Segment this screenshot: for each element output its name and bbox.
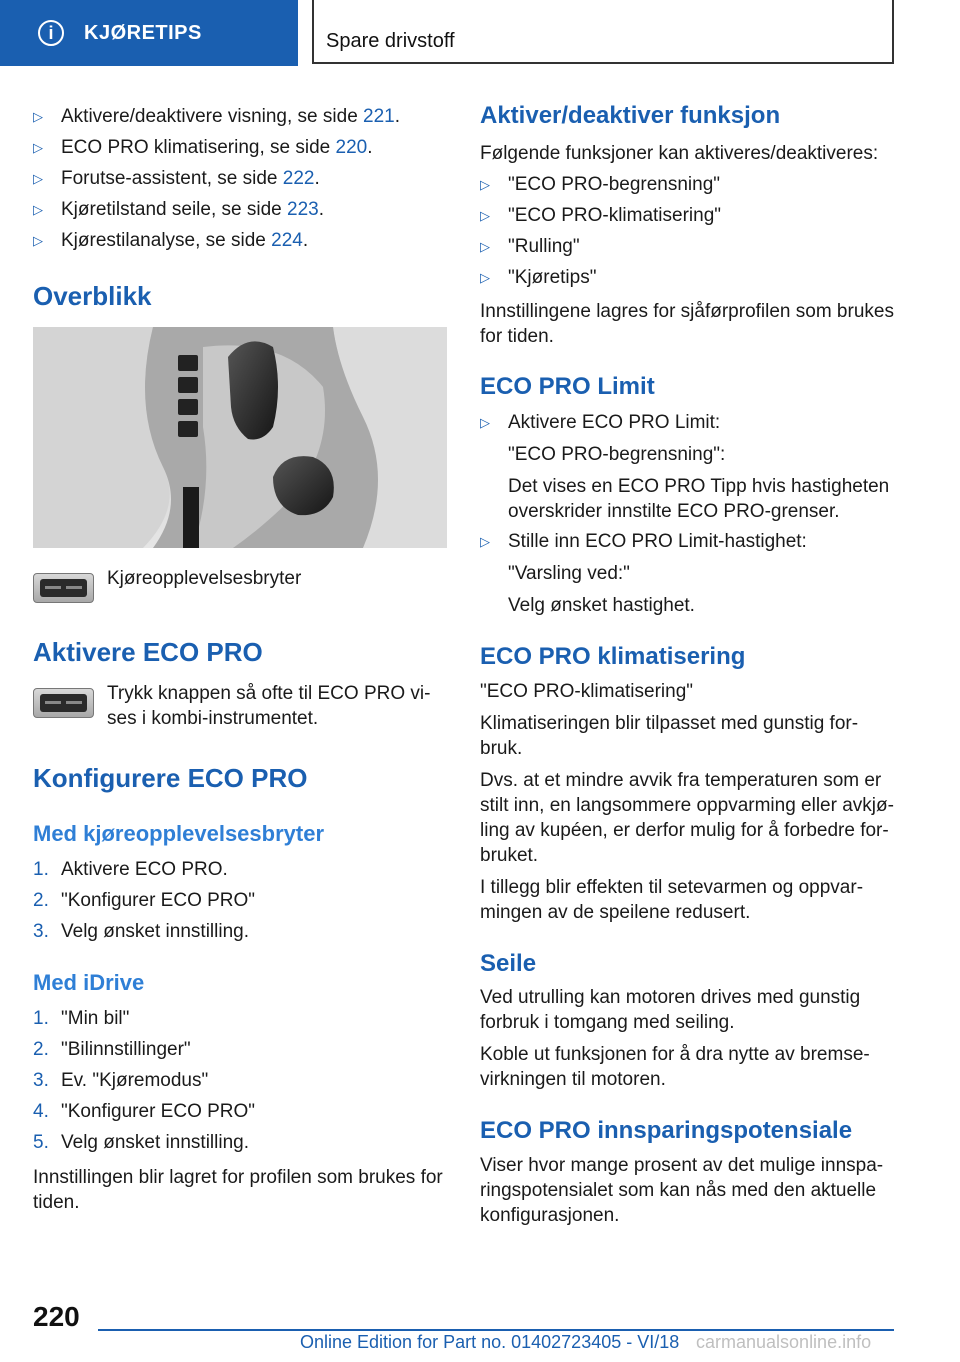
step-item xyxy=(33,1099,255,1124)
triangle-bullet-icon: ▷ xyxy=(480,239,490,254)
page-number: 220 xyxy=(33,1301,80,1332)
driving-experience-switch-icon xyxy=(33,573,94,603)
aktivere-text-1: Trykk knappen så ofte til ECO PRO vi- xyxy=(107,683,431,704)
aktiver-heading: Aktiver/deaktiver funksjon xyxy=(480,102,781,129)
potensial-heading: ECO PRO innsparingspotensiale xyxy=(480,1117,853,1144)
footer-divider xyxy=(98,1329,894,1331)
limit-line: Stille inn ECO PRO Limit-hastighet: xyxy=(508,531,807,552)
photo-caption: Kjøreopplevelsesbryter xyxy=(107,568,302,589)
step-number: 4. xyxy=(33,1101,49,1122)
see-page-item xyxy=(33,135,373,160)
triangle-bullet-icon: ▷ xyxy=(480,177,490,192)
see-page-item xyxy=(33,228,308,253)
item-text: Forutse-assistent, se side xyxy=(61,168,283,189)
step-item xyxy=(33,888,255,913)
paragraph-line: I tillegg blir effekten til setevarmen og oppvar- xyxy=(480,877,864,898)
konfig-heading: Konfigurere ECO PRO xyxy=(33,763,308,793)
saved-text-2: for tiden. xyxy=(480,326,554,347)
item-text-wrap xyxy=(61,197,324,222)
item-text: Ev. "Kjøremodus" xyxy=(61,1070,209,1091)
paragraph-line: Koble ut funksjonen for å dra nytte av bremse- xyxy=(480,1044,870,1065)
item-end: . xyxy=(318,199,324,220)
step-item xyxy=(33,1068,208,1093)
page-header xyxy=(0,0,960,66)
paragraph-line: bruket. xyxy=(480,845,539,866)
step-number: 2. xyxy=(33,1039,49,1060)
step-item xyxy=(33,857,228,882)
paragraph-line: virkningen til motoren. xyxy=(480,1069,666,1090)
item-text: Velg ønsket innstilling. xyxy=(61,1132,249,1153)
item-text: "Min bil" xyxy=(61,1008,130,1029)
step-item xyxy=(33,919,249,944)
step-number: 1. xyxy=(33,859,49,880)
paragraph-line: forbruk i tomgang med seiling. xyxy=(480,1012,735,1033)
item-text: "Kjøretips" xyxy=(508,267,597,288)
aktivere-heading: Aktivere ECO PRO xyxy=(33,637,263,667)
limit-line: "ECO PRO-begrensning": xyxy=(508,444,726,465)
page-link[interactable]: 220 xyxy=(335,137,368,158)
step-number: 1. xyxy=(33,1008,49,1029)
paragraph-line: bruk. xyxy=(480,738,523,759)
item-text: "ECO PRO-klimatisering" xyxy=(508,205,722,226)
aktivere-text-2: ses i kombi-instrumentet. xyxy=(107,708,319,729)
item-text-wrap xyxy=(61,135,373,160)
edition-text: Online Edition for Part no. 01402723405 - VI/18 xyxy=(300,1332,680,1352)
limit-line: Aktivere ECO PRO Limit: xyxy=(508,412,721,433)
item-end: . xyxy=(302,230,309,251)
center-console-image xyxy=(33,327,447,548)
driving-experience-switch-icon-2 xyxy=(33,688,94,718)
item-text: "Bilinnstillinger" xyxy=(61,1039,191,1060)
paragraph-line: stilt inn, en langsommere oppvarming eller avkjø- xyxy=(480,795,894,816)
info-icon: i xyxy=(38,20,64,46)
item-end: . xyxy=(367,137,373,158)
step-number: 3. xyxy=(33,921,49,942)
saved-text-1: Innstillingene lagres for sjåførprofilen som brukes xyxy=(480,301,894,322)
paragraph-line: ringspotensialet som kan nås med den aktuelle xyxy=(480,1180,877,1201)
page-link[interactable]: 223 xyxy=(287,199,319,220)
klima-heading: ECO PRO klimatisering xyxy=(480,643,746,670)
med-bryter-heading: Med kjøreopplevelsesbryter xyxy=(33,821,325,846)
aktiver-intro: Følgende funksjoner kan aktiveres/deaktiveres: xyxy=(480,143,879,164)
paragraph-line: ling av kupéen, er derfor mulig for å forbedre for- xyxy=(480,820,889,841)
med-idrive-heading: Med iDrive xyxy=(33,970,145,995)
limit-line: "Varsling ved:" xyxy=(508,563,630,584)
paragraph-line: mingen av de speilene redusert. xyxy=(480,902,751,923)
triangle-bullet-icon: ▷ xyxy=(33,202,43,217)
seile-heading: Seile xyxy=(480,950,537,977)
center-console-photo xyxy=(33,327,447,548)
step-number: 5. xyxy=(33,1132,49,1153)
item-text: "Konfigurer ECO PRO" xyxy=(61,1101,256,1122)
triangle-bullet-icon: ▷ xyxy=(480,208,490,223)
triangle-bullet-icon: ▷ xyxy=(480,270,490,285)
item-text-wrap xyxy=(61,228,308,253)
section-box xyxy=(312,0,894,64)
function-item xyxy=(480,234,580,259)
limit-line: overskrider innstilte ECO PRO-grenser. xyxy=(508,501,840,522)
triangle-bullet-icon: ▷ xyxy=(480,534,490,549)
limit-line: Velg ønsket hastighet. xyxy=(508,595,695,616)
item-text: Kjøretilstand seile, se side xyxy=(61,199,287,220)
item-end: . xyxy=(394,106,401,127)
step-item xyxy=(33,1037,191,1062)
page-link[interactable]: 221 xyxy=(363,106,395,127)
triangle-bullet-icon: ▷ xyxy=(33,140,43,155)
item-end: . xyxy=(314,168,320,189)
function-item xyxy=(480,172,720,197)
see-page-item xyxy=(33,197,324,222)
limit-line: Det vises en ECO PRO Tipp hvis hastigheten xyxy=(508,476,890,497)
triangle-bullet-icon: ▷ xyxy=(33,233,43,248)
item-text: "Konfigurer ECO PRO" xyxy=(61,890,256,911)
item-text: ECO PRO klimatisering, se side xyxy=(61,137,336,158)
limit-heading: ECO PRO Limit xyxy=(480,373,655,400)
step-item xyxy=(33,1130,249,1155)
triangle-bullet-icon: ▷ xyxy=(33,171,43,186)
chapter-tab[interactable] xyxy=(0,0,298,66)
item-text: Kjørestilanalyse, se side xyxy=(61,230,272,251)
see-page-item xyxy=(33,166,320,191)
item-text: Aktivere/deaktivere visning, se side xyxy=(61,106,364,127)
paragraph-line: "ECO PRO-klimatisering" xyxy=(480,681,694,702)
step-item xyxy=(33,1006,129,1031)
step-number: 2. xyxy=(33,890,49,911)
triangle-bullet-icon: ▷ xyxy=(480,415,490,430)
section-title: Spare drivstoff xyxy=(326,30,455,52)
paragraph-line: Klimatiseringen blir tilpasset med gunstig for- xyxy=(480,713,859,734)
chapter-tab-label: KJØRETIPS xyxy=(84,21,202,44)
paragraph-line: konfigurasjonen. xyxy=(480,1205,620,1226)
paragraph-line: Dvs. at et mindre avvik fra temperaturen som er xyxy=(480,770,882,791)
item-text: "ECO PRO-begrensning" xyxy=(508,174,721,195)
page-link[interactable]: 224 xyxy=(271,230,303,251)
triangle-bullet-icon: ▷ xyxy=(33,109,43,124)
function-item xyxy=(480,265,596,290)
item-text-wrap xyxy=(61,166,320,191)
paragraph-line: Ved utrulling kan motoren drives med gunstig xyxy=(480,987,861,1008)
item-text: Aktivere ECO PRO. xyxy=(61,859,228,880)
see-page-item xyxy=(33,104,400,129)
page-link[interactable]: 222 xyxy=(282,168,315,189)
paragraph-line: Viser hvor mange prosent av det mulige innspa- xyxy=(480,1155,884,1176)
step-number: 3. xyxy=(33,1070,49,1091)
function-item xyxy=(480,203,721,228)
overblikk-heading: Overblikk xyxy=(33,281,152,311)
closing-text-2: tiden. xyxy=(33,1192,80,1213)
watermark-text: carmanualsonline.info xyxy=(696,1332,872,1352)
item-text-wrap xyxy=(61,104,400,129)
item-text: Velg ønsket innstilling. xyxy=(61,921,249,942)
item-text: "Rulling" xyxy=(508,236,580,257)
closing-text-1: Innstillingen blir lagret for profilen som brukes for xyxy=(33,1167,443,1188)
